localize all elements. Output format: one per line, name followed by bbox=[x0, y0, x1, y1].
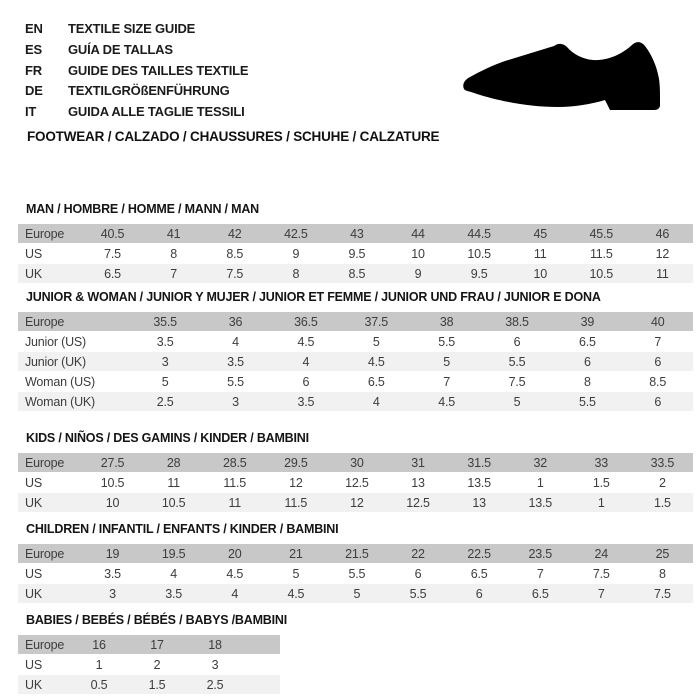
size-value-cell: 4.5 bbox=[297, 334, 315, 349]
size-value-cell: 10.5 bbox=[589, 266, 614, 281]
size-value-cell: 1.5 bbox=[654, 495, 671, 510]
size-value-cell: 12 bbox=[289, 475, 303, 490]
row-label: Europe bbox=[25, 226, 65, 241]
row-label: Europe bbox=[25, 637, 65, 652]
size-value-cell: 37.5 bbox=[364, 314, 389, 329]
row-label: Europe bbox=[25, 314, 65, 329]
size-value-cell: 5.5 bbox=[409, 586, 427, 601]
size-value-cell: 38.5 bbox=[505, 314, 529, 329]
size-value-cell: 9 bbox=[414, 266, 422, 281]
size-table-section-man bbox=[18, 203, 693, 284]
size-value-cell: 11 bbox=[533, 246, 547, 261]
size-value-cell: 29.5 bbox=[284, 455, 308, 470]
table-row bbox=[18, 675, 280, 694]
table-row bbox=[18, 392, 693, 411]
size-value-cell: 6 bbox=[414, 566, 422, 581]
size-value-cell: 42 bbox=[227, 226, 242, 241]
size-value-cell: 7 bbox=[170, 266, 178, 281]
size-value-cell: 21.5 bbox=[345, 546, 369, 561]
size-value-cell: 27.5 bbox=[100, 455, 125, 470]
size-value-cell: 35.5 bbox=[153, 314, 177, 329]
size-table-section-babies bbox=[18, 614, 287, 695]
size-value-cell: 3 bbox=[161, 354, 169, 369]
size-value-cell: 5 bbox=[161, 374, 169, 389]
language-row bbox=[25, 102, 248, 123]
size-value-cell: 41 bbox=[166, 226, 181, 241]
size-value-cell: 5 bbox=[292, 566, 300, 581]
size-value-cell: 8 bbox=[659, 566, 666, 581]
table-row bbox=[18, 584, 693, 603]
size-value-cell: 31 bbox=[411, 455, 425, 470]
shoe-shape bbox=[463, 42, 660, 110]
table-row bbox=[18, 655, 280, 674]
size-value-cell: 20 bbox=[227, 546, 242, 561]
size-value-cell: 46 bbox=[655, 226, 670, 241]
row-label: UK bbox=[25, 677, 42, 692]
size-value-cell: 4 bbox=[232, 334, 239, 349]
size-value-cell: 3.5 bbox=[297, 394, 315, 409]
size-value-cell: 7.5 bbox=[104, 246, 121, 261]
size-table-kids bbox=[18, 453, 693, 512]
size-value-cell: 30 bbox=[350, 455, 364, 470]
size-value-cell: 24 bbox=[594, 546, 609, 561]
size-value-cell: 31.5 bbox=[467, 455, 491, 470]
row-label: Woman (US) bbox=[25, 374, 96, 389]
size-value-cell: 44.5 bbox=[467, 226, 491, 241]
size-value-cell: 10.5 bbox=[100, 475, 125, 490]
size-value-cell: 45 bbox=[533, 226, 547, 241]
table-header-row bbox=[18, 453, 693, 472]
size-value-cell: 2.5 bbox=[206, 677, 224, 692]
language-row bbox=[25, 40, 248, 61]
size-value-cell: 32 bbox=[533, 455, 547, 470]
size-value-cell: 13.5 bbox=[528, 495, 552, 510]
size-value-cell: 39 bbox=[580, 314, 595, 329]
size-value-cell: 5 bbox=[443, 354, 450, 369]
table-row bbox=[18, 473, 693, 492]
language-row bbox=[25, 19, 248, 40]
size-value-cell: 11 bbox=[656, 266, 669, 281]
size-value-cell: 18 bbox=[208, 637, 222, 652]
size-value-cell: 22.5 bbox=[467, 546, 491, 561]
size-value-cell: 8 bbox=[292, 266, 300, 281]
language-code: DE bbox=[25, 83, 43, 99]
language-code: ES bbox=[25, 41, 42, 57]
size-value-cell: 8.5 bbox=[226, 246, 244, 261]
language-title: GUIDA ALLE TAGLIE TESSILI bbox=[68, 104, 245, 120]
size-value-cell: 45.5 bbox=[589, 226, 614, 241]
size-table-babies bbox=[18, 635, 287, 694]
size-value-cell: 8.5 bbox=[348, 266, 366, 281]
size-value-cell: 2 bbox=[153, 657, 161, 672]
size-value-cell: 7 bbox=[654, 334, 662, 349]
size-value-cell: 3 bbox=[232, 394, 239, 409]
size-value-cell: 25 bbox=[655, 546, 670, 561]
size-value-cell: 4 bbox=[372, 394, 380, 409]
size-value-cell: 11.5 bbox=[223, 475, 247, 490]
size-value-cell: 11 bbox=[228, 495, 242, 510]
size-table-section-junior-woman bbox=[18, 291, 693, 412]
section-title-children: CHILDREN / INFANTIL / ENFANTS / KINDER / BAMBINI bbox=[26, 522, 339, 536]
language-code: IT bbox=[25, 104, 37, 120]
size-table-children bbox=[18, 544, 693, 603]
size-value-cell: 5 bbox=[513, 394, 521, 409]
size-value-cell: 6 bbox=[583, 354, 591, 369]
section-title-kids: KIDS / NIÑOS / DES GAMINS / KINDER / BAMBINI bbox=[26, 431, 309, 445]
size-value-cell: 16 bbox=[92, 637, 106, 652]
language-code: FR bbox=[25, 62, 42, 78]
size-value-cell: 8.5 bbox=[649, 374, 667, 389]
size-value-cell: 6 bbox=[513, 334, 521, 349]
row-label: US bbox=[25, 566, 42, 581]
section-title-man: MAN / HOMBRE / HOMME / MANN / MAN bbox=[26, 202, 259, 216]
size-table-junior-woman bbox=[18, 312, 693, 411]
size-value-cell: 10 bbox=[105, 495, 120, 510]
size-value-cell: 7.5 bbox=[592, 566, 610, 581]
size-value-cell: 6 bbox=[302, 374, 310, 389]
category-heading: FOOTWEAR / CALZADO / CHAUSSURES / SCHUHE / CALZATURE bbox=[27, 129, 440, 144]
size-value-cell: 3 bbox=[211, 657, 219, 672]
size-value-cell: 6.5 bbox=[470, 566, 488, 581]
row-label: Europe bbox=[25, 546, 65, 561]
language-title: TEXTILE SIZE GUIDE bbox=[68, 21, 196, 36]
size-value-cell: 6.5 bbox=[578, 334, 596, 349]
size-table-section-kids bbox=[18, 432, 693, 513]
size-value-cell: 1.5 bbox=[592, 475, 610, 490]
shoe-silhouette-icon bbox=[461, 39, 665, 112]
row-label: US bbox=[25, 246, 42, 261]
size-value-cell: 13 bbox=[411, 475, 425, 490]
size-value-cell: 19 bbox=[105, 546, 120, 561]
size-value-cell: 5.5 bbox=[438, 334, 455, 349]
size-value-cell: 7 bbox=[597, 586, 605, 601]
size-value-cell: 22 bbox=[411, 546, 425, 561]
size-value-cell: 5 bbox=[372, 334, 380, 349]
size-value-cell: 7.5 bbox=[654, 586, 671, 601]
size-value-cell: 19.5 bbox=[161, 546, 186, 561]
size-value-cell: 7 bbox=[443, 374, 450, 389]
size-value-cell: 1 bbox=[95, 657, 103, 672]
size-value-cell: 40 bbox=[650, 314, 665, 329]
size-table-man bbox=[18, 224, 693, 283]
language-list bbox=[25, 19, 248, 123]
row-label: UK bbox=[25, 266, 42, 281]
size-value-cell: 10.5 bbox=[161, 495, 186, 510]
language-row bbox=[25, 61, 248, 82]
size-value-cell: 8 bbox=[583, 374, 591, 389]
size-value-cell: 10.5 bbox=[467, 246, 491, 261]
table-row bbox=[18, 564, 693, 583]
size-value-cell: 4.5 bbox=[226, 566, 244, 581]
size-value-cell: 6 bbox=[654, 394, 662, 409]
size-value-cell: 17 bbox=[150, 637, 164, 652]
section-title-junior-woman: JUNIOR & WOMAN / JUNIOR Y MUJER / JUNIOR ET FEMME / JUNIOR UND FRAU / JUNIOR E DONA bbox=[26, 290, 601, 304]
size-value-cell: 5.5 bbox=[227, 374, 244, 389]
size-value-cell: 43 bbox=[350, 226, 364, 241]
size-value-cell: 3.5 bbox=[104, 566, 121, 581]
size-value-cell: 44 bbox=[411, 226, 425, 241]
table-header-row bbox=[18, 224, 693, 243]
size-value-cell: 4.5 bbox=[287, 586, 305, 601]
table-row bbox=[18, 332, 693, 351]
table-header-row bbox=[18, 635, 280, 654]
size-value-cell: 12.5 bbox=[345, 475, 369, 490]
size-value-cell: 10 bbox=[411, 246, 425, 261]
size-value-cell: 0.5 bbox=[90, 677, 108, 692]
row-label: US bbox=[25, 657, 42, 672]
size-value-cell: 7.5 bbox=[226, 266, 244, 281]
size-value-cell: 42.5 bbox=[284, 226, 308, 241]
size-value-cell: 11 bbox=[167, 475, 180, 490]
row-label: Europe bbox=[25, 455, 65, 470]
size-value-cell: 13.5 bbox=[467, 475, 491, 490]
size-value-cell: 38 bbox=[439, 314, 454, 329]
language-code: EN bbox=[25, 21, 43, 36]
language-row bbox=[25, 81, 248, 102]
table-row bbox=[18, 264, 693, 283]
table-row bbox=[18, 372, 693, 391]
table-row bbox=[18, 244, 693, 263]
size-value-cell: 6 bbox=[475, 586, 483, 601]
row-label: Woman (UK) bbox=[25, 394, 96, 409]
size-value-cell: 1.5 bbox=[148, 677, 166, 692]
size-value-cell: 9 bbox=[292, 246, 300, 261]
size-value-cell: 12 bbox=[655, 246, 670, 261]
table-header-row bbox=[18, 544, 693, 563]
language-title: GUÍA DE TALLAS bbox=[68, 41, 173, 57]
size-value-cell: 11.5 bbox=[589, 246, 613, 261]
size-value-cell: 6.5 bbox=[104, 266, 121, 281]
size-value-cell: 1 bbox=[536, 475, 544, 490]
row-label: Junior (UK) bbox=[25, 354, 87, 369]
size-value-cell: 21 bbox=[289, 546, 303, 561]
size-value-cell: 11.5 bbox=[284, 495, 308, 510]
table-row bbox=[18, 352, 693, 371]
size-value-cell: 13 bbox=[472, 495, 486, 510]
size-value-cell: 33 bbox=[594, 455, 609, 470]
size-value-cell: 36 bbox=[228, 314, 243, 329]
size-value-cell: 9.5 bbox=[470, 266, 488, 281]
language-title: GUIDE DES TAILLES TEXTILE bbox=[68, 62, 249, 78]
size-value-cell: 8 bbox=[170, 246, 178, 261]
row-label: Junior (US) bbox=[25, 334, 87, 349]
size-value-cell: 4 bbox=[231, 586, 239, 601]
table-header-row bbox=[18, 312, 693, 331]
size-value-cell: 1 bbox=[597, 495, 605, 510]
size-value-cell: 28.5 bbox=[222, 455, 247, 470]
size-value-cell: 6 bbox=[654, 354, 662, 369]
size-value-cell: 4 bbox=[170, 566, 178, 581]
size-value-cell: 5.5 bbox=[508, 354, 526, 369]
size-value-cell: 4 bbox=[302, 354, 310, 369]
size-value-cell: 7.5 bbox=[508, 374, 526, 389]
size-value-cell: 9.5 bbox=[348, 246, 366, 261]
size-value-cell: 40.5 bbox=[100, 226, 125, 241]
size-value-cell: 33.5 bbox=[650, 455, 675, 470]
size-value-cell: 12.5 bbox=[406, 495, 430, 510]
size-value-cell: 23.5 bbox=[528, 546, 552, 561]
size-value-cell: 28 bbox=[166, 455, 181, 470]
size-value-cell: 36.5 bbox=[294, 314, 318, 329]
row-label: US bbox=[25, 475, 42, 490]
size-value-cell: 7 bbox=[536, 566, 544, 581]
size-value-cell: 3.5 bbox=[156, 334, 174, 349]
size-value-cell: 5.5 bbox=[348, 566, 366, 581]
size-value-cell: 6.5 bbox=[367, 374, 385, 389]
row-label: UK bbox=[25, 495, 42, 510]
size-table-section-children bbox=[18, 523, 693, 604]
size-value-cell: 5 bbox=[353, 586, 361, 601]
language-title: TEXTILGRÖßENFÜHRUNG bbox=[68, 83, 230, 99]
size-value-cell: 6.5 bbox=[531, 586, 549, 601]
size-value-cell: 3 bbox=[109, 586, 116, 601]
row-label: UK bbox=[25, 586, 42, 601]
size-value-cell: 2 bbox=[659, 475, 666, 490]
size-value-cell: 3.5 bbox=[227, 354, 244, 369]
size-value-cell: 12 bbox=[350, 495, 364, 510]
size-value-cell: 4.5 bbox=[367, 354, 385, 369]
size-value-cell: 2.5 bbox=[156, 394, 174, 409]
section-title-babies: BABIES / BEBÉS / BÉBÉS / BABYS /BAMBINI bbox=[26, 613, 287, 627]
size-value-cell: 10 bbox=[533, 266, 547, 281]
size-value-cell: 5.5 bbox=[578, 394, 596, 409]
size-value-cell: 3.5 bbox=[165, 586, 183, 601]
size-value-cell: 4.5 bbox=[438, 394, 455, 409]
table-row bbox=[18, 493, 693, 512]
